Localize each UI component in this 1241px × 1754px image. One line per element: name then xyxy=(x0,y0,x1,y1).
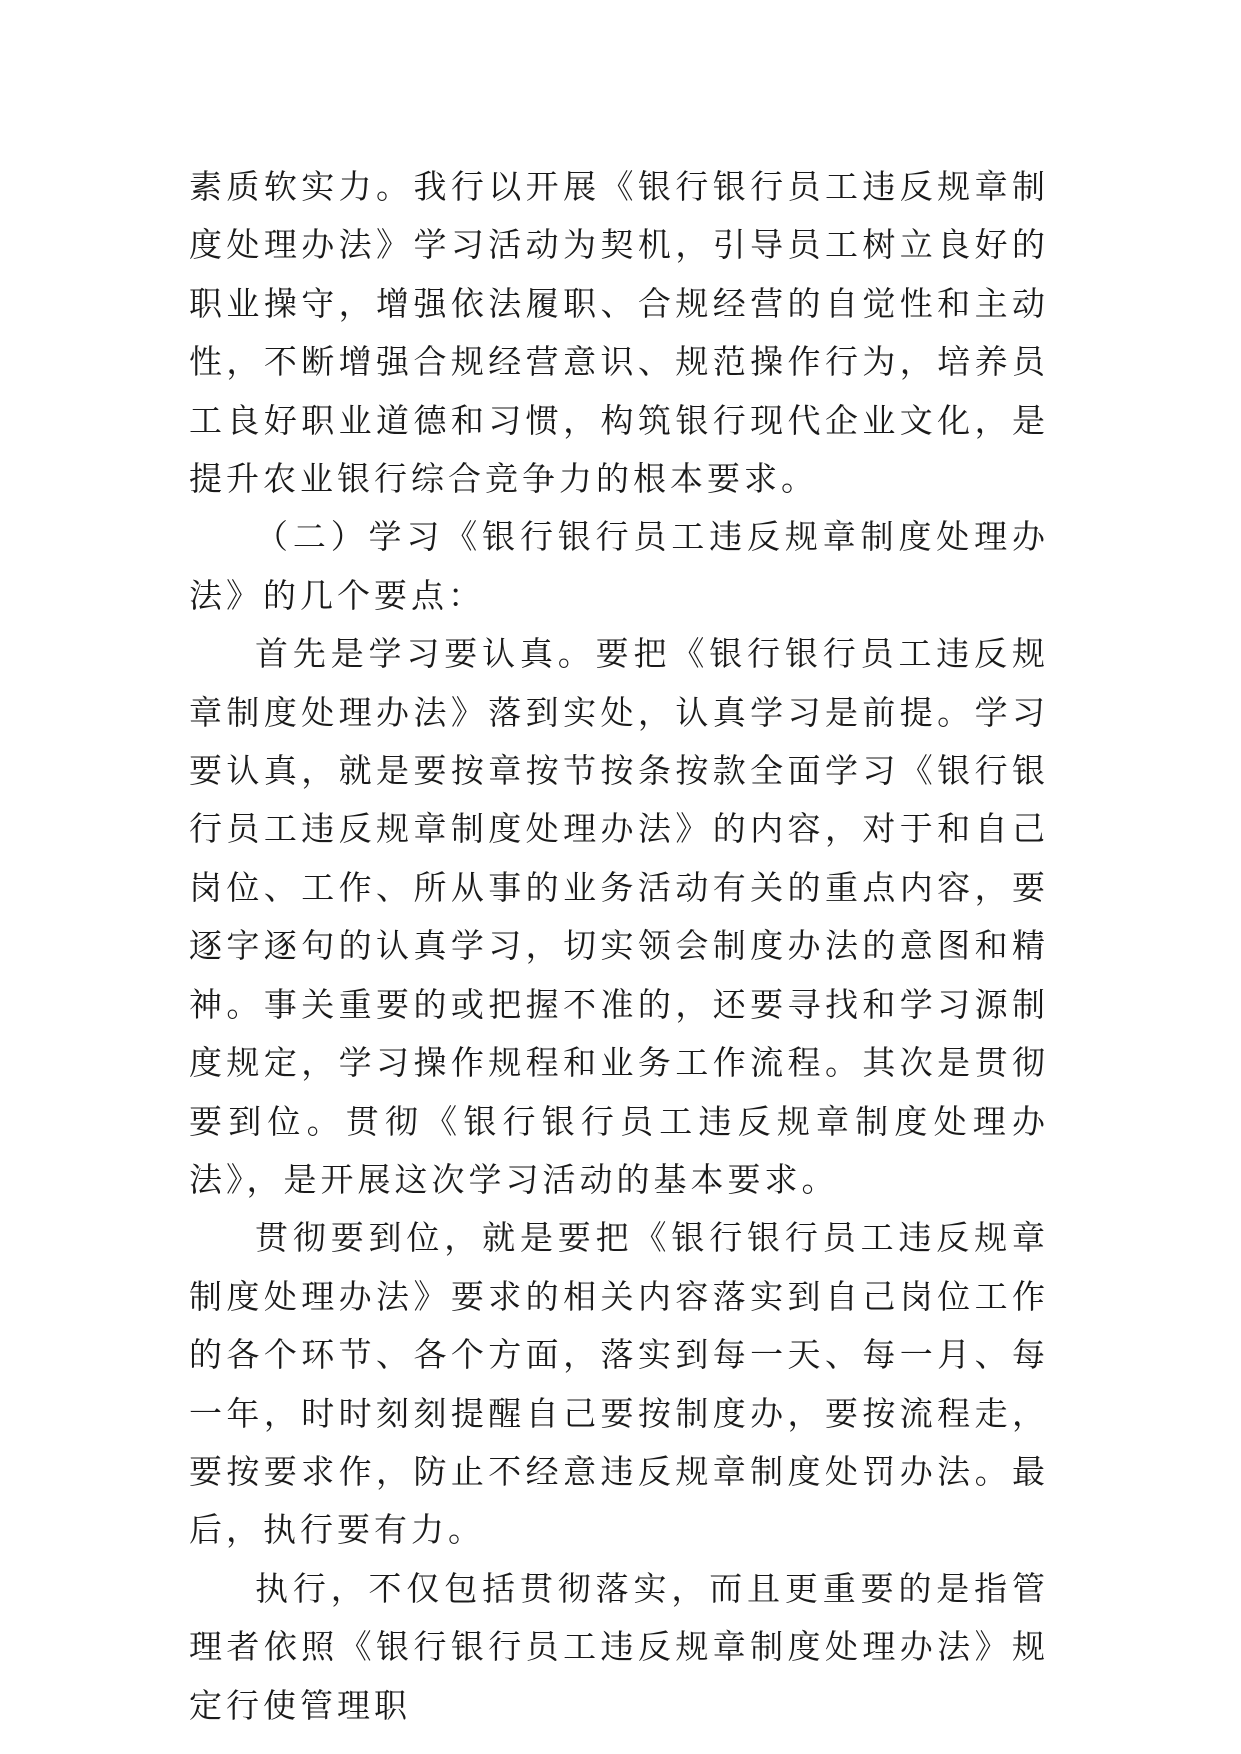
paragraph-5: 执行，不仅包括贯彻落实，而且更重要的是指管理者依照《银行银行员工违反规章制度处理办法》规定行使管理职 xyxy=(189,1568,1049,1725)
paragraph-4: 贯彻要到位，就是要把《银行银行员工违反规章制度处理办法》要求的相关内容落实到自己岗位工作的各个环节、各个方面，落实到每一天、每一月、每一年，时时刻刻提醒自己要按制度办，要按流程走，要按要求作，防止不经意违反规章制度处罚办法。最后，执行要有力。 xyxy=(189,1218,1049,1550)
paragraph-2-section-heading: （二）学习《银行银行员工违反规章制度处理办法》的几个要点： xyxy=(189,517,1049,615)
paragraph-3: 首先是学习要认真。要把《银行银行员工违反规章制度处理办法》落到实处，认真学习是前提。学习要认真，就是要按章按节按条按款全面学习《银行银行员工违反规章制度处理办法》的内容，对于和自己岗位、工作、所从事的业务活动有关的重点内容，要逐字逐句的认真学习，切实领会制度办法的意图和精神。事关重要的或把握不准的，还要寻找和学习源制度规定，学习操作规程和业务工作流程。其次是贯彻要到位。贯彻《银行银行员工违反规章制度处理办法》，是开展这次学习活动的基本要求。 xyxy=(189,634,1049,1199)
paragraph-1: 素质软实力。我行以开展《银行银行员工违反规章制度处理办法》学习活动为契机，引导员工树立良好的职业操守，增强依法履职、合规经营的自觉性和主动性，不断增强合规经营意识、规范操作行为，培养员工良好职业道德和习惯，构筑银行现代企业文化，是提升农业银行综合竞争力的根本要求。 xyxy=(189,167,1049,499)
document-body xyxy=(189,158,1049,1735)
